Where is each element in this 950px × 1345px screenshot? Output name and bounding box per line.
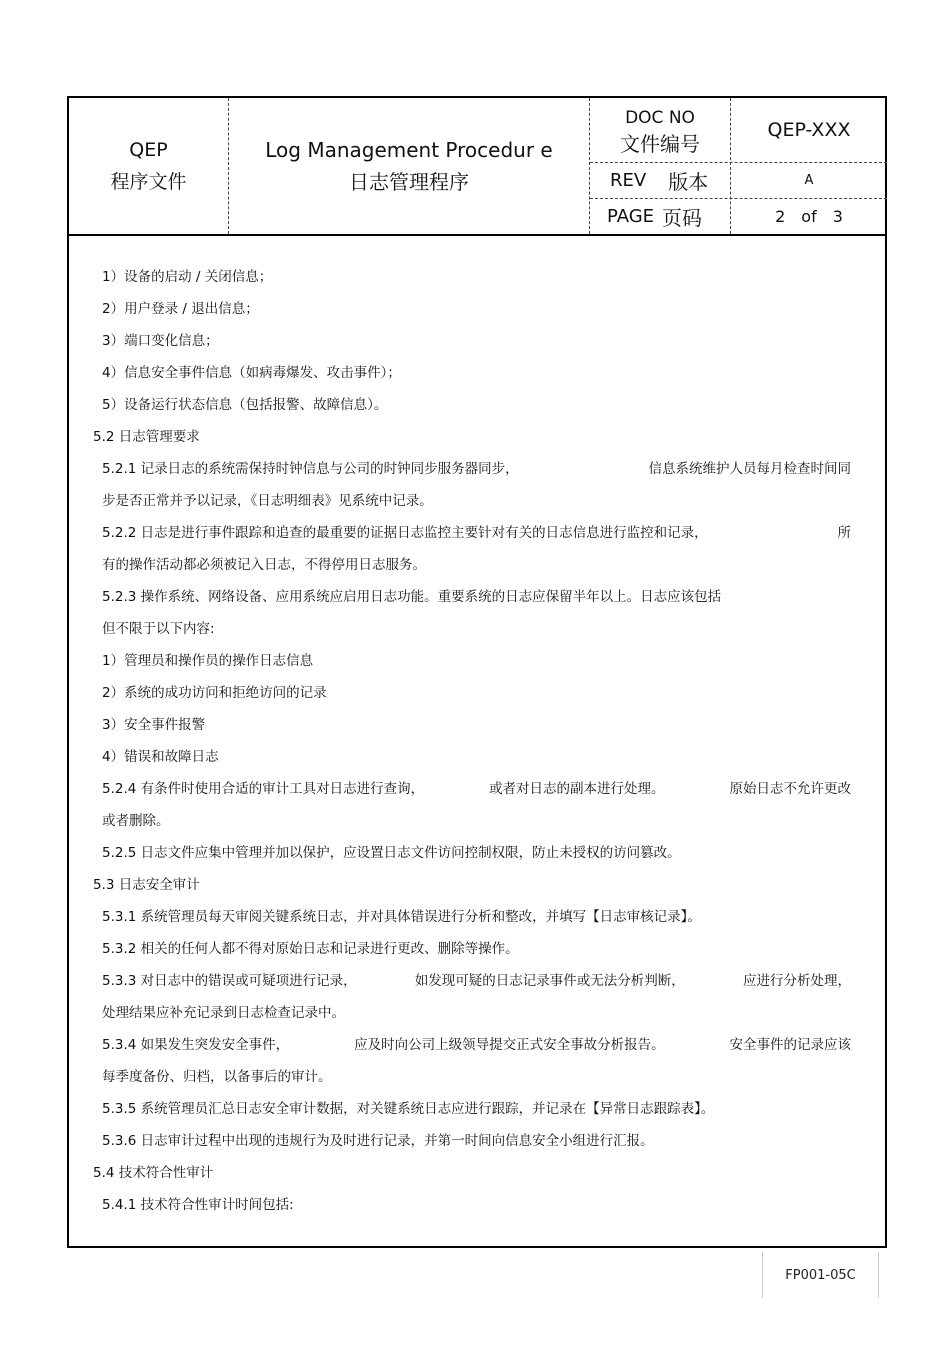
doc-no-label	[590, 98, 730, 162]
text-segment: 原始日志不允许更改	[729, 781, 851, 797]
text-segment: 应进行分析处理，	[742, 973, 851, 989]
document-header	[69, 98, 885, 236]
title-chinese: 日志管理程序	[349, 170, 469, 194]
section-heading: 5.2 日志管理要求	[93, 429, 200, 445]
title-english: Log Management Procedur e	[265, 138, 553, 162]
text-segment: 或者对日志的副本进行处理。	[489, 781, 665, 797]
page-label	[590, 199, 730, 234]
paragraph-line: 5.3.6 日志审计过程中出现的违规行为及时进行记录，并第一时间向信息安全小组进行汇报。	[102, 1133, 654, 1149]
doc-category-block	[69, 98, 228, 234]
paragraph-line: 5.4.1 技术符合性审计时间包括:	[102, 1197, 294, 1213]
list-item: 3）安全事件报警	[102, 717, 206, 733]
list-item: 1）管理员和操作员的操作日志信息	[102, 653, 314, 669]
text-segment: 5.2.4 有条件时使用合适的审计工具对日志进行查询，	[102, 781, 425, 797]
paragraph-line	[93, 1029, 851, 1061]
doc-no-value: QEP-XXX	[767, 119, 851, 141]
text-segment: 安全事件的记录应该	[729, 1037, 851, 1053]
paragraph-line	[93, 773, 851, 805]
list-item: 4）错误和故障日志	[102, 749, 219, 765]
paragraph-line: 5.3.1 系统管理员每天审阅关键系统日志，并对具体错误进行分析和整改，并填写【日志审核记录】。	[102, 909, 701, 925]
section-heading: 5.3 日志安全审计	[93, 877, 200, 893]
document-body	[69, 236, 885, 1221]
rev-label-zh: 版本	[668, 170, 709, 194]
page-label-zh: 页码	[662, 206, 703, 230]
text-segment: 应及时向公司上级领导提交正式安全事故分析报告。	[354, 1037, 665, 1053]
text-segment: 5.2.2 日志是进行事件跟踪和追查的最重要的证据日志监控主要针对有关的日志信息进行监控和记录，	[102, 525, 708, 541]
page-value	[731, 199, 887, 234]
list-item: 2）用户登录 / 退出信息；	[102, 301, 259, 317]
doc-type-label: 程序文件	[110, 171, 187, 193]
list-item: 5）设备运行状态信息（包括报警、故障信息）。	[102, 397, 388, 413]
paragraph-line: 5.2.3 操作系统、网络设备、应用系统应启用日志功能。重要系统的日志应保留半年以上。日志应该包括	[102, 589, 722, 605]
paragraph-line: 有的操作活动都必须被记入日志，不得停用日志服务。	[102, 557, 426, 573]
paragraph-line: 5.3.5 系统管理员汇总日志安全审计数据，对关键系统日志应进行跟踪，并记录在【异常日志跟踪表】。	[102, 1101, 715, 1117]
paragraph-line: 每季度备份、归档，以备事后的审计。	[102, 1069, 332, 1085]
paragraph-line	[93, 965, 851, 997]
paragraph-line: 或者删除。	[102, 813, 170, 829]
form-code-footer: FP001-05C	[762, 1252, 879, 1298]
paragraph-line	[93, 453, 851, 485]
page-current: 2	[775, 207, 786, 226]
rev-value: A	[804, 173, 814, 188]
paragraph-line: 步是否正常并予以记录，《日志明细表》见系统中记录。	[102, 493, 433, 509]
paragraph-line: 5.3.2 相关的任何人都不得对原始日志和记录进行更改、删除等操作。	[102, 941, 519, 957]
page-total: 3	[832, 207, 843, 226]
list-item: 3）端口变化信息；	[102, 333, 219, 349]
list-item: 4）信息安全事件信息（如病毒爆发、攻击事件）；	[102, 365, 401, 381]
list-item: 2）系统的成功访问和拒绝访问的记录	[102, 685, 327, 701]
qep-label: QEP	[129, 139, 168, 161]
page-label-en: PAGE	[607, 206, 655, 227]
text-segment: 5.2.1 记录日志的系统需保持时钟信息与公司的时钟同步服务器同步，	[102, 461, 519, 477]
page-of: of	[801, 207, 817, 226]
rev-label	[590, 163, 730, 198]
list-item: 1）设备的启动 / 关闭信息；	[102, 269, 273, 285]
document-frame	[67, 96, 887, 1248]
section-heading: 5.4 技术符合性审计	[93, 1165, 214, 1181]
paragraph-line: 5.2.5 日志文件应集中管理并加以保护，应设置日志文件访问控制权限，防止未授权的访问篡改。	[102, 845, 681, 861]
paragraph-line	[93, 517, 851, 549]
doc-no-label-zh: 文件编号	[620, 132, 700, 156]
rev-label-en: REV	[610, 170, 647, 191]
text-segment: 所	[837, 525, 851, 541]
text-segment: 5.3.3 对日志中的错误或可疑项进行记录，	[102, 973, 357, 989]
text-segment: 如发现可疑的日志记录事件或无法分析判断，	[414, 973, 685, 989]
paragraph-line: 处理结果应补充记录到日志检查记录中。	[102, 1005, 345, 1021]
text-segment: 信息系统维护人员每月检查时间同	[648, 461, 851, 477]
text-segment: 5.3.4 如果发生突发安全事件，	[102, 1037, 290, 1053]
paragraph-line: 但不限于以下内容:	[102, 621, 215, 637]
doc-title-block	[229, 98, 589, 234]
doc-no-label-en: DOC NO	[625, 108, 695, 128]
